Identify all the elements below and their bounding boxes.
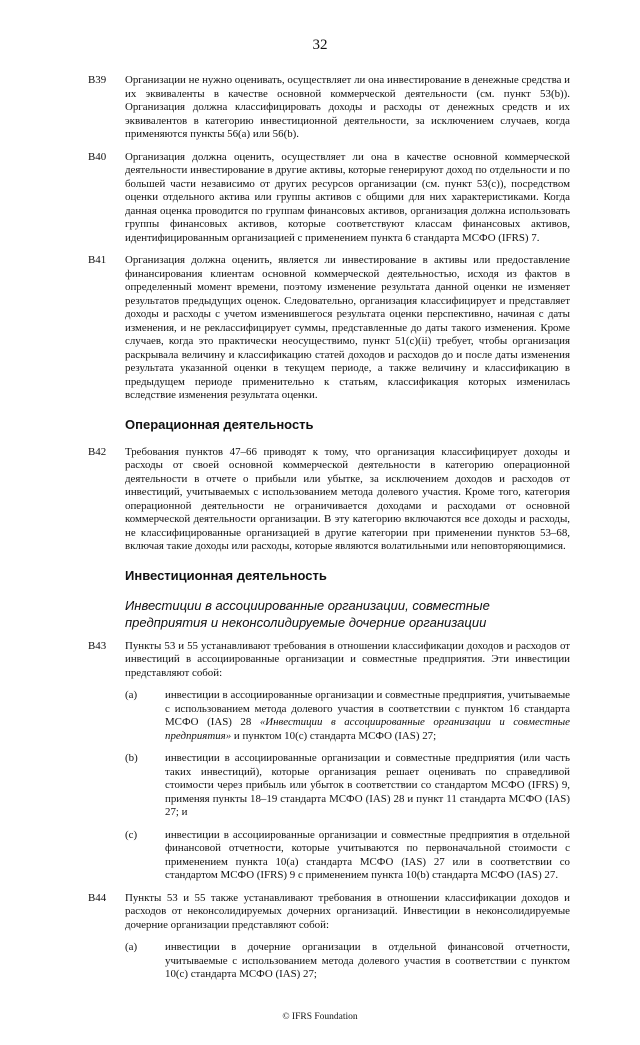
heading-operating: Операционная деятельность <box>125 416 314 432</box>
paragraph-label: B42 <box>88 445 107 458</box>
paragraph-b41 <box>88 254 570 403</box>
list-item-text-end: и пунктом 10(c) стандарта МСФО (IAS) 27; <box>231 729 437 742</box>
paragraph-b43 <box>88 640 570 681</box>
paragraph-b39 <box>88 74 570 142</box>
paragraph-b44 <box>88 892 570 933</box>
paragraph-label: B44 <box>88 891 107 904</box>
list-item-text: инвестиции в дочерние организации в отдельной финансовой отчетности, учитываемые с использованием метода долевого участия в соответствии с пунктом 10(c) стандарта МСФО (IAS) 27; <box>165 941 570 980</box>
paragraph-text: Организация должна оценить, является ли инвестирование в активы или предоставление финансирования клиентам основной коммерческой деятельностью, исходя из фактов в определенный момент времени, поэтому изменение результата данной оценки не изменяет результатов предыдущих оценок. Следовательно, организация классифицирует и представляет доходы и расходы с учетом изменившегося результата оценки перспективно, начиная с даты изменения, и не реклассифицирует суммы, представленные до даты такого изменения. Кроме случаев, когда это практически неосуществимо, пункт 51(c)(ii) требует, чтобы организация раскрывала величину и классификацию статей доходов и расходов до и после даты изменения результата указанной оценки в текущем периоде, а также величину и классификацию в предыдущем периоде применительно к статьям, классификация которых изменилась вследствие изменения результата оценки. <box>125 254 570 401</box>
page-number: 32 <box>312 37 328 53</box>
subheading-investing: Инвестиции в ассоциированные организации, совместные предприятия и неконсолидируемые дочерние организации <box>125 597 490 630</box>
list-item-b43-c <box>125 829 570 883</box>
list-item-b43-a <box>125 689 570 743</box>
paragraph-text: Организации не нужно оценивать, осуществляет ли она инвестирование в денежные средства и их эквиваленты в качестве основной коммерческой деятельности (см. пункт 53(b)). Организация должна классифицировать доходы и расходы от денежных средств и их эквивалентов в категорию инвестиционной деятельности, за исключением случаев, когда применяются пункты 56(a) или 56(b). <box>125 74 570 140</box>
paragraph-text: Пункты 53 и 55 также устанавливают требования в отношении классификации доходов и расходов от неконсолидируемых дочерних организаций. Инвестиции в неконсолидируемые дочерние организации представляют собой: <box>125 891 570 931</box>
list-item-b43-b <box>125 752 570 820</box>
paragraph-label: B41 <box>88 254 107 266</box>
list-item-b44-a <box>125 941 570 982</box>
list-item-text: инвестиции в ассоциированные организации и совместные предприятия (или часть таких инвестиций), которые организация решает оценивать по справедливой стоимости через прибыль или убыток в соответствии со стандартом МСФО (IFRS) 9, применяя пункты 18–19 стандарта МСФО (IAS) 28 и пункт 11 стандарта МСФО (IAS) 27; и <box>165 752 570 818</box>
list-item-text <box>165 689 570 743</box>
list-item-label: (a) <box>125 689 138 701</box>
paragraph-label: B40 <box>88 150 107 163</box>
footer-copyright: © IFRS Foundation <box>282 1011 358 1022</box>
list-item-text-start: инвестиции в ассоциированные организации и совместные предприятия, учитываемые с использованием метода долевого участия в соответствии с пунктом 16 стандарта МСФО (IAS) 28 <box>165 689 570 728</box>
page-content <box>0 36 640 991</box>
paragraph-label: B39 <box>88 74 107 86</box>
list-item-label: (a) <box>125 941 138 953</box>
paragraph-b42 <box>88 446 570 554</box>
list-item-label: (c) <box>125 828 138 841</box>
paragraph-text: Требования пунктов 47–66 приводят к тому, что организация классифицирует доходы и расходы от своей основной коммерческой деятельности в категорию операционной деятельности в отчете о прибыли или убытке, за исключением доходов и расходов от инвестиций, учитываемых с использованием метода долевого участия. Кроме того, категория операционной деятельности не ограничивается доходами и расходами от основной коммерческой деятельности организации. В эту категорию включаются все доходы и расходы, не классифицированные организацией в другие категории при применении пунктов 53–68, включая такие доходы или расходы, которые являются волатильными или неповторяющимися. <box>125 445 570 552</box>
paragraph-label: B43 <box>88 639 107 652</box>
standard-title: «Инвестиции в ассоциированные организации и совместные предприятия» <box>165 716 570 742</box>
list-item-text: инвестиции в ассоциированные организации и совместные предприятия в отдельной финансовой отчетности, которые учитываются по первоначальной стоимости с применением пункта 10(a) стандарта МСФО (IAS) 27 или в соответствии со стандартом МСФО (IFRS) 9 с применением пункта 10(b) стандарта МСФО (IAS) 27. <box>165 828 570 881</box>
paragraph-text: Пункты 53 и 55 устанавливают требования в отношении классификации доходов и расходов от инвестиций в ассоциированные организации и совместные предприятия. Эти инвестиции представляют собой: <box>125 639 570 679</box>
paragraph-text: Организация должна оценить, осуществляет ли она в качестве основной коммерческой деятельности инвестирование в другие активы, которые генерируют доход по отдельности и по большей части независимо от других ресурсов организации (см. пункт 53(c)), посредством оценки отдельного актива или группы активов с общими для них характеристиками. Когда данная оценка проводится по группам финансовых активов, организация должна использовать группы финансовых активов, которые соответствуют классам финансовых активов, идентифицированным организацией с применением пункта 6 стандарта МСФО (IFRS) 7. <box>125 150 570 244</box>
heading-investing: Инвестиционная деятельность <box>125 567 327 583</box>
list-item-label: (b) <box>125 752 138 764</box>
paragraph-b40 <box>88 151 570 246</box>
